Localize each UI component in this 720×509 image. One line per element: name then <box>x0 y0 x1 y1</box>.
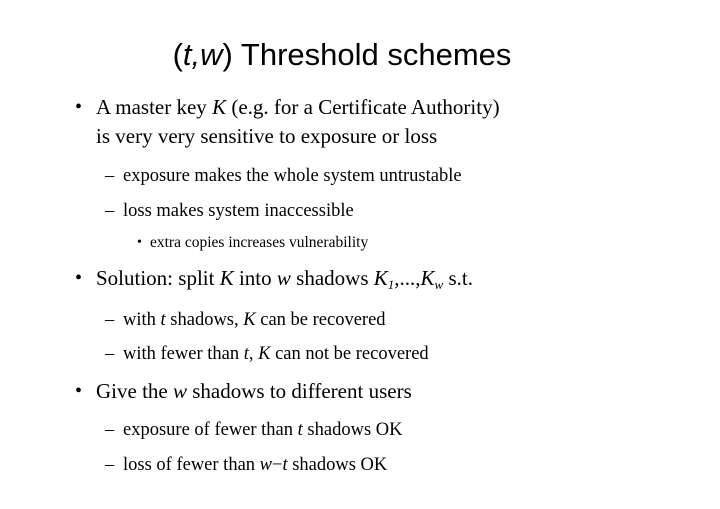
text-segment: can be recovered <box>255 310 386 330</box>
text-segment: Solution: split <box>96 266 220 290</box>
dash-marker: – <box>105 455 115 475</box>
bullet-1-sub-2-sub: extra copies increases vulnerability <box>150 234 369 251</box>
subscript-1: 1 <box>387 277 395 292</box>
text-segment: shadows OK <box>287 455 388 475</box>
var-w: w <box>259 455 272 475</box>
dash-marker: – <box>105 201 115 221</box>
var-K: K <box>373 266 388 290</box>
text-segment: ,..., <box>394 266 421 290</box>
text-segment: into <box>233 266 277 290</box>
bullet-3-sub-2 <box>123 453 387 477</box>
subscript-w: w <box>434 277 444 292</box>
bullet-marker: • <box>137 235 142 250</box>
dash-marker: – <box>105 420 115 440</box>
var-t: t <box>160 310 166 330</box>
bullet-1-line-1 <box>96 94 500 120</box>
bullet-3-line <box>96 378 412 404</box>
bullet-marker: • <box>75 267 83 289</box>
slide-title <box>0 34 684 76</box>
text-segment: loss of fewer than <box>123 455 260 475</box>
bullet-marker: • <box>75 380 83 402</box>
bullet-2-line <box>96 265 473 291</box>
text-segment: , <box>248 344 259 364</box>
title-comma: , <box>191 37 201 72</box>
bullet-2-sub-1 <box>123 308 386 332</box>
text-segment: with <box>123 310 161 330</box>
var-w: w <box>172 379 187 403</box>
title-t: t <box>182 37 192 72</box>
text-segment: exposure of fewer than <box>123 420 298 440</box>
var-w: w <box>276 266 291 290</box>
text-segment: Give the <box>96 379 173 403</box>
text-segment: with fewer than <box>123 344 244 364</box>
dash-marker: – <box>105 166 115 186</box>
dash-marker: – <box>105 344 115 364</box>
bullet-1-line-2: is very very sensitive to exposure or loss <box>96 124 438 148</box>
bullet-1-sub-1: exposure makes the whole system untrustable <box>123 166 462 186</box>
text-segment: can not be recovered <box>270 344 429 364</box>
bullet-2-sub-2 <box>123 342 429 366</box>
var-K: K <box>420 266 435 290</box>
bullet-1-sub-2: loss makes system inaccessible <box>123 201 354 221</box>
text-segment: shadows to different users <box>187 379 412 403</box>
var-K: K <box>212 95 227 119</box>
title-rest: ) Threshold schemes <box>222 37 512 72</box>
bullet-marker: • <box>75 96 83 118</box>
bullet-3-sub-1 <box>123 418 403 442</box>
text-segment: shadows OK <box>302 420 403 440</box>
title-open-paren: ( <box>172 37 183 72</box>
var-K: K <box>219 266 234 290</box>
var-K: K <box>258 344 271 364</box>
text-segment: (e.g. for a Certificate Authority) <box>226 95 500 119</box>
text-segment: s.t. <box>443 266 473 290</box>
dash-marker: – <box>105 310 115 330</box>
var-t: t <box>297 420 303 440</box>
text-segment: shadows <box>290 266 374 290</box>
var-t: t <box>282 455 288 475</box>
minus-sign: − <box>272 455 283 475</box>
text-segment: A master key <box>96 95 213 119</box>
text-segment: shadows, <box>165 310 244 330</box>
var-K: K <box>243 310 256 330</box>
title-w: w <box>200 37 223 72</box>
var-t: t <box>243 344 249 364</box>
